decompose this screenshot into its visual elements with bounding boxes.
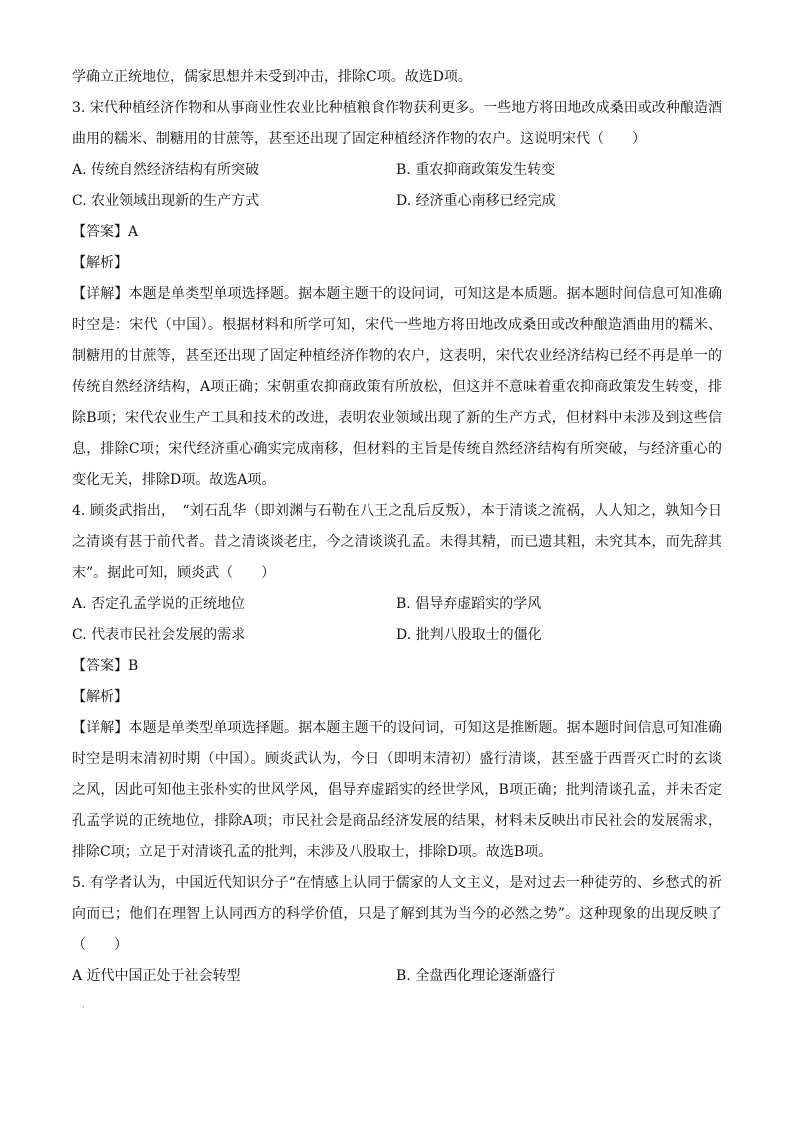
answer-label: 【答案】A xyxy=(72,224,139,240)
option-b: B. 重农抑商政策发生转变 xyxy=(396,162,556,178)
option-a: A. 否定孔孟学说的正统地位 xyxy=(72,596,246,612)
option-b: B. 倡导弃虚蹈实的学风 xyxy=(396,596,542,612)
option-d: D. 批判八股取士的僵化 xyxy=(396,627,542,643)
analysis-label: 【解析】 xyxy=(72,689,128,705)
question-4 xyxy=(72,496,722,868)
options-row xyxy=(72,620,722,651)
analysis-label: 【解析】 xyxy=(72,255,128,271)
question-stem: 4. 顾炎武指出， “刘石乱华（即刘渊与石勒在八王之乱后反叛），本于清谈之流祸，人人知之，孰知今日之清谈有甚于前代者。昔之清谈谈老庄，今之清谈谈孔孟。未得其精，而已遗其粗，未究其本，而先辞其末”。据此可知，顾炎武（ ） xyxy=(72,503,722,581)
option-d: D. 经济重心南移已经完成 xyxy=(396,193,556,209)
option-a: A. 传统自然经济结构有所突破 xyxy=(72,162,260,178)
options-row xyxy=(72,155,722,186)
options-row xyxy=(72,186,722,217)
option-c: C. 代表市民社会发展的需求 xyxy=(72,627,246,643)
options-row xyxy=(72,589,722,620)
option-c: C. 农业领域出现新的生产方式 xyxy=(72,193,260,209)
page-mark-dot: · xyxy=(82,1003,85,1012)
continuation-line: 学确立正统地位，儒家思想并未受到冲击，排除C项。故选D项。 xyxy=(72,69,472,85)
detail-explanation: 【详解】本题是单类型单项选择题。据本题主题干的设问词，可知这是本质题。据本题时间信息可知准确时空是：宋代（中国）。根据材料和所学可知，宋代一些地方将田地改成桑田或改种酿造酒曲用的糯米、制糖用的甘蔗等，甚至还出现了固定种植经济作物的农户，这表明，宋代农业经济结构已经不再是单一的传统自然经济结构，A项正确；宋朝重农抑商政策有所放松，但这并不意味着重农抑商政策发生转变，排除B项；宋代农业生产工具和技术的改进，表明农业领域出现了新的生产方式，但材料中未涉及到这些信息，排除C项；宋代经济重心确实完成南移，但材料的主旨是传统自然经济结构有所突破，与经济重心的变化无关，排除D项。故选A项。 xyxy=(72,286,722,488)
detail-explanation: 【详解】本题是单类型单项选择题。据本题主题干的设问词，可知这是推断题。据本题时间信息可知准确时空是明末清初时期（中国）。顾炎武认为，今日（即明末清初）盛行清谈，甚至盛于西晋灭亡时的玄谈之风，因此可知他主张朴实的世风学风，倡导弃虚蹈实的经世学风，B项正确；批判清谈孔孟，并未否定孔孟学说的正统地位，排除A项；市民社会是商品经济发展的结果，材料未反映出市民社会的发展需求，排除C项；立足于对清谈孔孟的批判，未涉及八股取士，排除D项。故选B项。 xyxy=(72,720,722,860)
option-b: B. 全盘西化理论逐渐盛行 xyxy=(396,968,556,984)
question-stem: 3. 宋代种植经济作物和从事商业性农业比种植粮食作物获利更多。一些地方将田地改成桑田或改种酿造酒曲用的糯米、制糖用的甘蔗等，甚至还出现了固定种植经济作物的农户。这说明宋代（ ） xyxy=(72,100,722,147)
options-row xyxy=(72,961,722,992)
question-stem: 5. 有学者认为，中国近代知识分子“在情感上认同于儒家的人文主义，是对过去一种徒劳的、乡愁式的祈向而已；他们在理智上认同西方的科学价值，只是了解到其为当今的必然之势”。这种现象的出现反映了（ ） xyxy=(72,875,722,953)
question-3 xyxy=(72,93,722,496)
question-5 xyxy=(72,868,722,992)
option-a: A 近代中国正处于社会转型 xyxy=(72,968,241,984)
document-page xyxy=(72,62,722,992)
answer-label: 【答案】B xyxy=(72,658,139,674)
